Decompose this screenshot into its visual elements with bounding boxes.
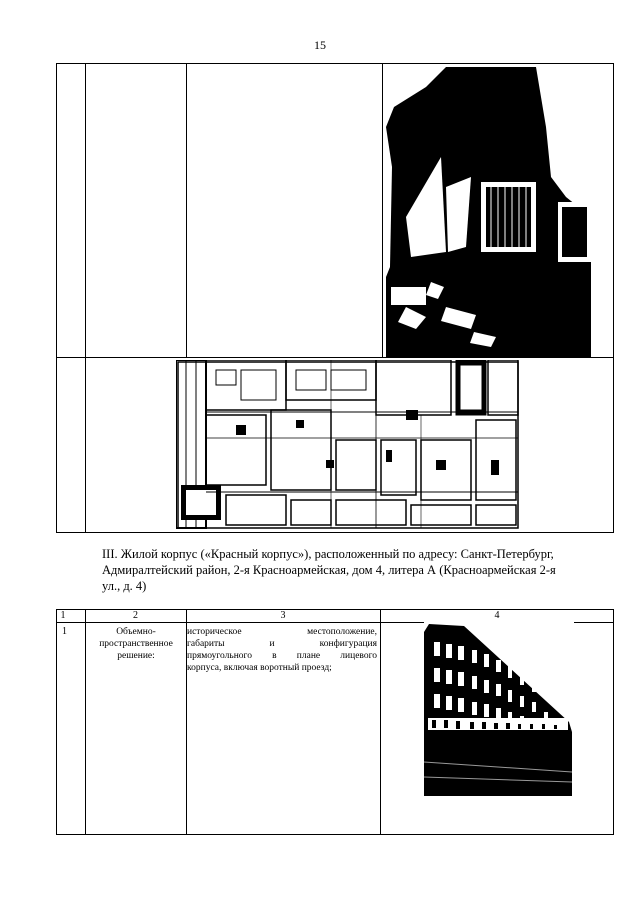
floor-plan <box>176 360 520 530</box>
category-line: Объемно- <box>116 627 156 637</box>
category-line: пространственное <box>99 639 173 649</box>
column-header-3: 3 <box>280 610 286 621</box>
description-cell <box>187 626 377 674</box>
description-word: и <box>269 639 275 649</box>
interior-photo <box>386 67 611 357</box>
page-number: 15 <box>314 38 326 52</box>
description-word: прямоугольного <box>187 651 252 661</box>
description-word: лицевого <box>340 651 377 661</box>
description-word: плане <box>296 651 321 661</box>
description-word: местоположение, <box>307 627 377 637</box>
column-header-2: 2 <box>133 610 138 621</box>
description-word: конфигурация <box>319 639 377 649</box>
description-line <box>187 638 377 650</box>
description-word: в <box>272 651 277 661</box>
description-word: историческое <box>187 627 242 637</box>
description-line <box>187 662 377 674</box>
row-number: 1 <box>62 626 67 637</box>
description-line <box>187 650 377 662</box>
building-facade-photo <box>424 622 574 796</box>
description-word: корпуса, включая воротный проезд; <box>187 663 332 673</box>
heading-line-3: ул., д. 4) <box>102 579 147 593</box>
column-header-4: 4 <box>494 610 500 621</box>
heading-line-1: III. Жилой корпус («Красный корпус»), расположенный по адресу: Санкт-Петербург, <box>102 547 554 561</box>
section-heading <box>102 546 602 594</box>
category-line: решение: <box>117 651 155 661</box>
category-cell <box>88 626 184 662</box>
description-line <box>187 626 377 638</box>
column-header-1: 1 <box>60 610 66 621</box>
heading-line-2: Адмиралтейский район, 2-я Красноармейская, дом 4, литера А (Красноармейская 2-я <box>102 563 556 577</box>
description-word: габариты <box>187 639 225 649</box>
